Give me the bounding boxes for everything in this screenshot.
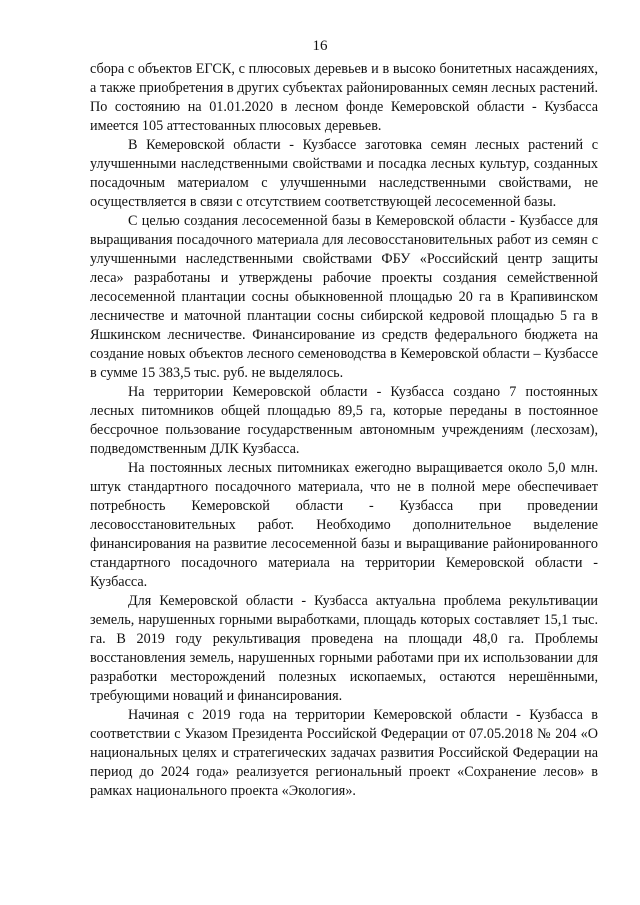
paragraph-seed-sources: сбора с объектов ЕГСК, с плюсовых деревьев и в высоко бонитетных насаждениях, а также приобретения в других субъектах районированных семян лесных растений. По состоянию на 01.01.2020 в лесном фонде Кемеровской области - Кузбасса имеется 105 аттестованных плюсовых деревьев. [90,61,598,134]
paragraph-forest-nurseries: На территории Кемеровской области - Кузбасса создано 7 постоянных лесных питомников общей площадью 89,5 га, которые переданы в постоянное бессрочное пользование государственным автономным учреждениям (лесхозам), подведомственным ДЛК Кузбасса. [90,384,598,457]
paragraph-seed-base-projects: С целью создания лесосеменной базы в Кемеровской области - Кузбассе для выращивания посадочного материала для лесовосстановительных работ из семян с улучшенными наследственными свойствами ФБУ «Российский центр защиты леса» разработаны и утверждены рабочие проекты создания семейственной лесосеменной плантации сосны обыкновенной площадью 20 га в Крапивинском лесничестве и маточной плантации сосны сибирской кедровой площадью 5 га в Яшкинском лесничестве. Финансирование из средств федерального бюджета на создание новых объектов лесного семеноводства в Кемеровской области – Кузбассе в сумме 15 383,5 тыс. руб. не выделялось. [90,213,598,381]
paragraph-seed-harvesting: В Кемеровской области - Кузбассе заготовка семян лесных растений с улучшенными наследственными свойствами и посадка лесных культур, созданных посадочным материалом с улучшенными наследственными свойствами, не осуществляется в связи с отсутствием соответствующей лесосеменной базы. [90,137,598,210]
paragraph-regional-project: Начиная с 2019 года на территории Кемеровской области - Кузбасса в соответствии с Указом Президента Российской Федерации от 07.05.2018 № 204 «О национальных целях и стратегических задачах развития Российской Федерации на период до 2024 года» реализуется региональный проект «Сохранение лесов» в рамках национального проекта «Экология». [90,707,598,799]
document-body [90,60,598,801]
page-number: 16 [312,38,328,54]
paragraph-land-reclamation: Для Кемеровской области - Кузбасса актуальна проблема рекультивации земель, нарушенных горными выработками, площадь которых составляет 15,1 тыс. га. В 2019 году рекультивация проведена на площади 48,0 га. Проблемы восстановления земель, нарушенных горными работами при их использовании для разработки месторождений полезных ископаемых, остаются нерешёнными, требующими новаций и финансирования. [90,593,598,704]
paragraph-planting-material: На постоянных лесных питомниках ежегодно выращивается около 5,0 млн. штук стандартного посадочного материала, что не в полной мере обеспечивает потребность Кемеровской области - Кузбасса при проведении лесовосстановительных работ. Необходимо дополнительное выделение финансирования на развитие лесосеменной базы и выращивание районированного стандартного посадочного материала на территории Кемеровской области - Кузбасса. [90,460,598,590]
